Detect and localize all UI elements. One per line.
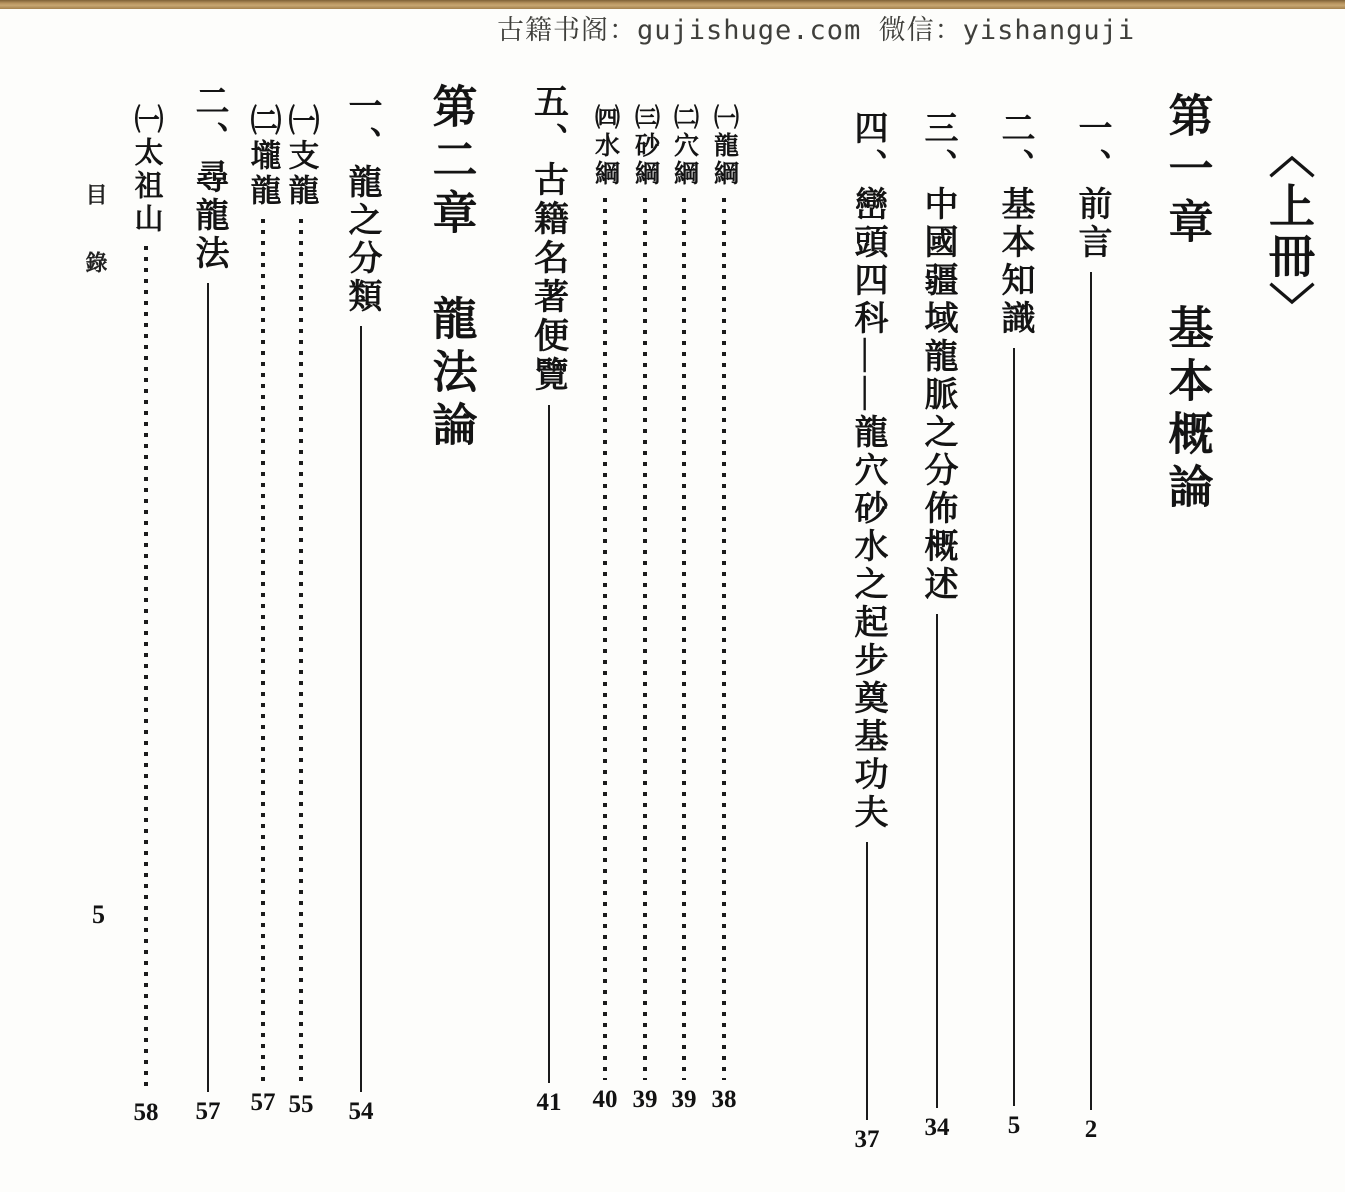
toc-entry-ch2-item-2 — [183, 83, 233, 1124]
toc-entry-ch1-item-1 — [1066, 110, 1116, 1142]
entry-label: 五、古籍名著便覽 — [529, 83, 569, 395]
entry-page-number: 39 — [632, 1086, 658, 1113]
leader-dots — [603, 198, 607, 1080]
chapter-2-heading — [424, 83, 476, 454]
chapter-heading-label: 第二章 龍法論 — [425, 83, 476, 454]
entry-page-number: 41 — [536, 1089, 562, 1116]
toc-entry-ch1-item-4-sub-1 — [705, 104, 743, 1112]
chapter-1-heading — [1160, 92, 1212, 516]
leader-line — [360, 326, 362, 1092]
leader-dots — [299, 219, 303, 1085]
entry-page-number: 40 — [592, 1086, 618, 1113]
entry-label: ㈢砂綱 — [631, 104, 659, 188]
entry-label: 二、基本知識 — [996, 110, 1033, 338]
toc-entry-ch1-item-4-sub-3 — [626, 104, 664, 1112]
leader-dots — [144, 246, 148, 1093]
entry-page-number: 39 — [671, 1086, 697, 1113]
leader-dots — [682, 198, 686, 1080]
entry-page-number: 57 — [250, 1089, 276, 1116]
entry-label: 二、尋龍法 — [190, 83, 227, 273]
leader-dots — [261, 219, 265, 1083]
volume-title — [1262, 132, 1314, 332]
entry-label: ㈠支龍 — [283, 104, 319, 209]
entry-label: ㈡穴綱 — [670, 104, 698, 188]
toc-entry-ch2-item-1-sub-2 — [244, 104, 282, 1115]
toc-entry-ch1-item-5 — [524, 83, 574, 1115]
toc-entry-ch2-item-2-sub-1 — [127, 104, 165, 1125]
toc-entry-ch2-item-1 — [336, 88, 386, 1124]
entry-label: ㈠龍綱 — [710, 104, 738, 188]
entry-label: 一、前言 — [1073, 110, 1110, 262]
entry-page-number: 54 — [348, 1098, 374, 1125]
entry-label: ㈡壠龍 — [245, 104, 281, 209]
leader-dots — [643, 198, 647, 1080]
entry-page-number: 5 — [1007, 1112, 1021, 1139]
volume-title-label: 〈上冊〉 — [1263, 132, 1314, 332]
leader-line — [936, 614, 938, 1108]
toc-entry-ch2-item-1-sub-1 — [282, 104, 320, 1117]
entry-label: 三、中國疆域龍脈之分佈概述 — [919, 110, 956, 604]
leader-dots — [722, 198, 726, 1080]
toc-entry-ch1-item-4 — [842, 110, 892, 1152]
entry-page-number: 2 — [1084, 1116, 1098, 1143]
entry-label: ㈣水綱 — [591, 104, 619, 188]
entry-page-number: 55 — [288, 1091, 314, 1118]
toc-entry-ch1-item-3 — [912, 110, 962, 1140]
entry-page-number: 38 — [711, 1086, 737, 1113]
chapter-heading-label: 第一章 基本概論 — [1161, 92, 1212, 516]
leader-line — [548, 405, 550, 1083]
leader-line — [207, 283, 209, 1092]
entry-label: 四、巒頭四科——龍穴砂水之起步奠基功夫 — [849, 110, 886, 832]
entry-page-number: 57 — [195, 1098, 221, 1125]
toc-entry-ch1-item-2 — [989, 110, 1039, 1138]
entry-page-number: 34 — [924, 1114, 950, 1141]
toc-entry-ch1-item-4-sub-2 — [665, 104, 703, 1112]
entry-page-number: 37 — [854, 1126, 880, 1153]
watermark-text: 古籍书阁：gujishuge.com 微信：yishanguji — [497, 15, 1136, 46]
leader-line — [1090, 272, 1092, 1110]
folio-number: 5 — [92, 900, 105, 929]
leader-line — [1013, 348, 1015, 1106]
leader-line — [866, 842, 868, 1120]
entry-page-number: 58 — [133, 1099, 159, 1126]
margin-running-title: 目錄 — [83, 183, 108, 319]
entry-label: 一、龍之分類 — [343, 88, 380, 316]
entry-label: ㈠太祖山 — [130, 104, 163, 236]
toc-entry-ch1-item-4-sub-4 — [586, 104, 624, 1112]
